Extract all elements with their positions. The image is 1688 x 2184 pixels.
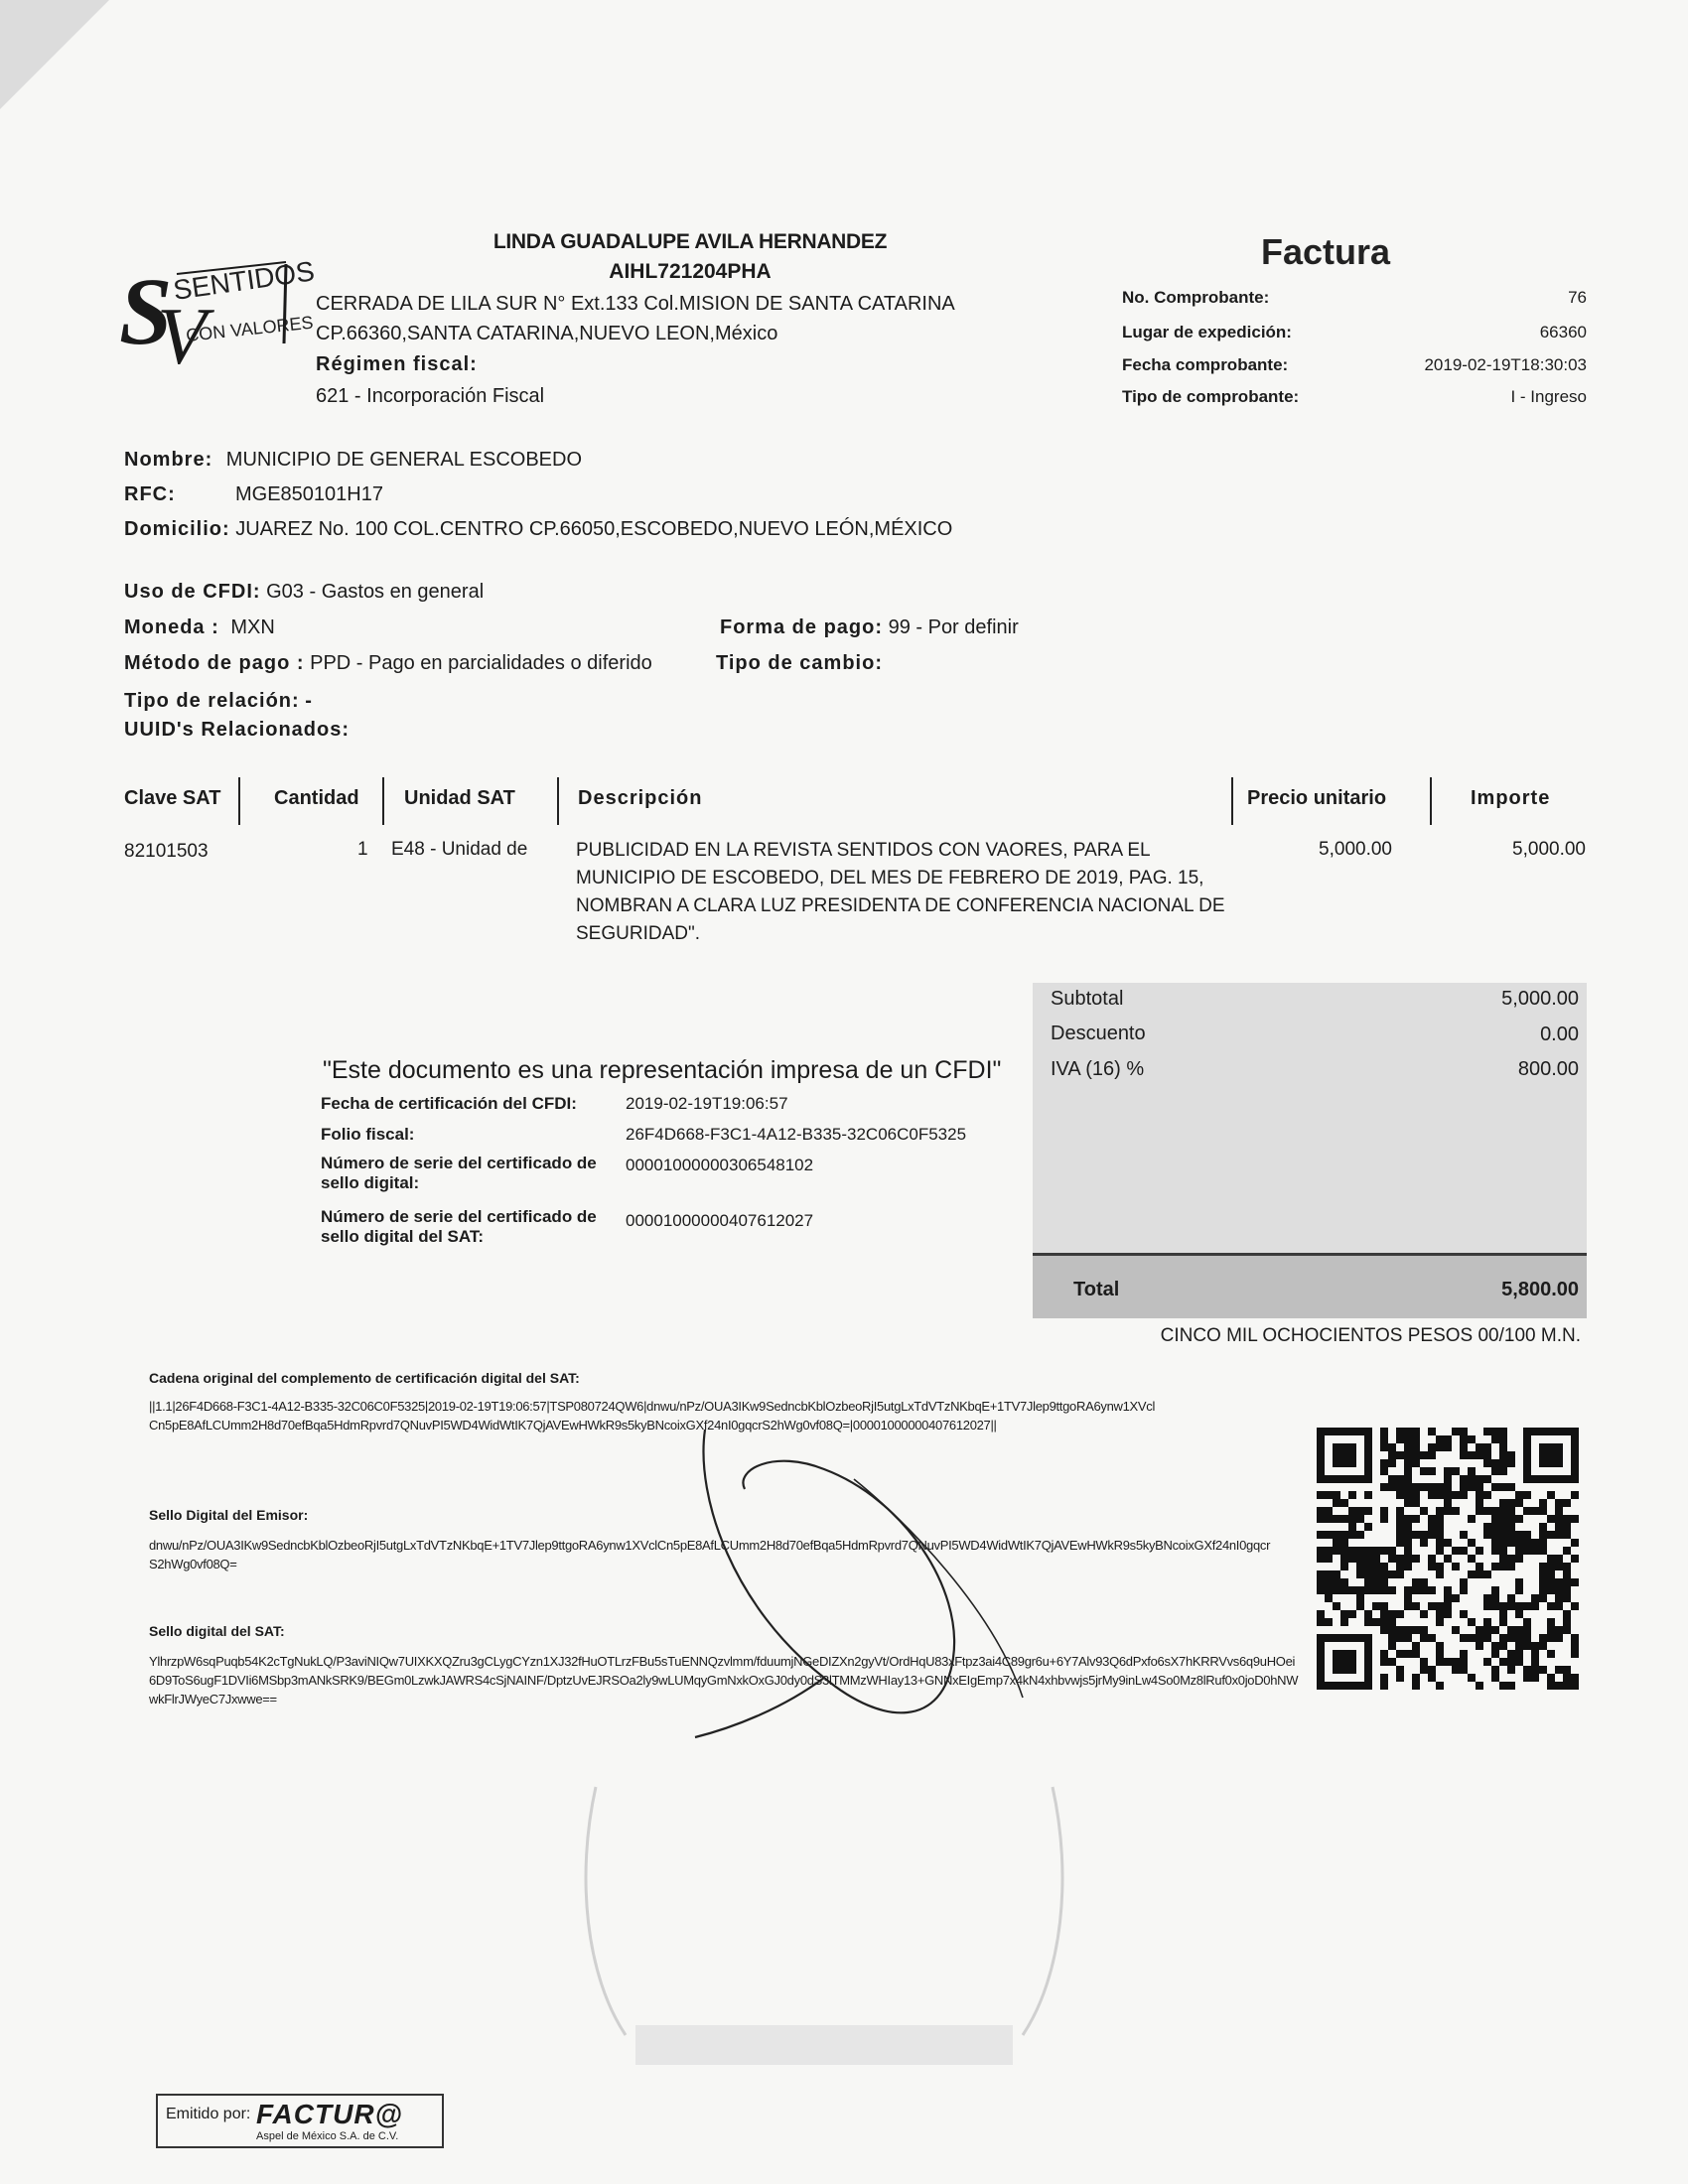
- table-divider: [1430, 777, 1432, 825]
- subtotal-label: Subtotal: [1051, 988, 1124, 1010]
- row-importe: 5,000.00: [1512, 839, 1586, 860]
- domicilio-label: Domicilio:: [124, 518, 230, 540]
- folio-value: 26F4D668-F3C1-4A12-B335-32C06C0F5325: [626, 1125, 967, 1144]
- th-clave: Clave SAT: [124, 787, 221, 809]
- uuid-label: UUID's Relacionados:: [124, 719, 351, 741]
- uso-label: Uso de CFDI:: [124, 581, 261, 603]
- table-divider: [238, 777, 240, 825]
- th-precio: Precio unitario: [1247, 787, 1387, 809]
- facturae-logo: FACTUR@: [256, 2099, 403, 2129]
- comprobante-label: No. Comprobante:: [1122, 288, 1270, 307]
- regimen-label: Régimen fiscal:: [316, 353, 478, 375]
- qr-code: [1317, 1428, 1579, 1690]
- th-unidad: Unidad SAT: [404, 787, 515, 809]
- folio-label: Folio fiscal:: [321, 1125, 415, 1144]
- serie-label: Número de serie del certificado de sello digital:: [321, 1154, 597, 1192]
- fecha-label: Fecha comprobante:: [1122, 355, 1289, 374]
- iva-label: IVA (16) %: [1051, 1058, 1145, 1080]
- nombre-label: Nombre:: [124, 449, 213, 471]
- svg-text:S: S: [119, 258, 173, 364]
- domicilio-value: JUAREZ No. 100 COL.CENTRO CP.66050,ESCOBEDO,NUEVO LEÓN,MÉXICO: [235, 518, 953, 540]
- total-value: 5,800.00: [1501, 1279, 1579, 1300]
- descuento-label: Descuento: [1051, 1023, 1146, 1044]
- cambio-label: Tipo de cambio:: [716, 652, 883, 674]
- regimen-value: 621 - Incorporación Fiscal: [316, 385, 545, 407]
- svg-text:CON VALORES: CON VALORES: [185, 312, 315, 345]
- row-clave: 82101503: [124, 841, 209, 862]
- moneda-label: Moneda :: [124, 616, 219, 638]
- row-cantidad: 1: [357, 839, 368, 860]
- relacion-label: Tipo de relación:: [124, 690, 300, 712]
- issuer-name: LINDA GUADALUPE AVILA HERNANDEZ: [492, 230, 888, 253]
- moneda-value: MXN: [230, 616, 275, 638]
- serie-sat-value: 00001000000407612027: [626, 1211, 814, 1230]
- iva-value: 800.00: [1517, 1058, 1579, 1080]
- row-descripcion: PUBLICIDAD EN LA REVISTA SENTIDOS CON VAORES, PARA EL MUNICIPIO DE ESCOBEDO, DEL MES DE FEBRERO DE 2019, PAG. 15, NOMBRAN A CLARA LUZ PRESIDENTA DE CONFERENCIA NACIONAL DE SEGURIDAD".: [576, 840, 1225, 944]
- th-importe: Importe: [1471, 787, 1551, 809]
- emitido-label: Emitido por:: [166, 2106, 251, 2122]
- issuer-address-line2: CP.66360,SANTA CATARINA,NUEVO LEON,México: [316, 323, 778, 344]
- tipo-label: Tipo de comprobante:: [1122, 387, 1300, 406]
- aspel-company: Aspel de México S.A. de C.V.: [256, 2130, 399, 2142]
- row-unidad: E48 - Unidad de: [391, 839, 528, 860]
- forma-pago: [720, 616, 1019, 639]
- svg-text:V: V: [157, 291, 208, 381]
- lugar-value: 66360: [1539, 323, 1587, 341]
- invoice-title: Factura: [1261, 231, 1391, 272]
- issuer-address-line1: CERRADA DE LILA SUR N° Ext.133 Col.MISION DE SANTA CATARINA: [316, 293, 955, 315]
- cert-fecha-label: Fecha de certificación del CFDI:: [321, 1094, 577, 1113]
- total-divider: [1033, 1253, 1587, 1256]
- th-cantidad: Cantidad: [274, 787, 359, 809]
- scan-corner-shadow: [0, 0, 109, 109]
- moneda: [124, 616, 275, 639]
- sello-sat-value: YlhrzpW6sqPuqb54K2cTgNukLQ/P3aviNIQw7UIXKXQZru3gCLygCYzn1XJ32fHuOTLrzFBu5sTuENNQzvlmm/fduumjNGeDIZXn2gyVt/OrdHqU83xFtpz3ai4C89gr6u+6Y7Alv93Q6dPxfo6sX7hKRRVvs6q9uHOei6D9ToS6ugF1DVIi6MSbp3mANkSRK9/BEGm0LzwkJAWRS4cSjNAINF/DptzUvEJRSOa2ly9wLUMqyGmNxkOxGJ0dy0dS3lTMMzWHIay13+GNNxEIgEmp7x4kN4xhbvwjs5jrMy9inLw4So0Mz8lRuf0x0joD0hNWwkFlrJWyeC7Jxwwe==: [149, 1654, 1299, 1706]
- tipo-cambio: [716, 652, 883, 675]
- sello-sat-label: Sello digital del SAT:: [149, 1623, 285, 1639]
- sello-emisor-label: Sello Digital del Emisor:: [149, 1507, 309, 1523]
- cadena-label: Cadena original del complemento de certificación digital del SAT:: [149, 1370, 580, 1386]
- serie-sat-label: Número de serie del certificado de sello digital del SAT:: [321, 1207, 597, 1246]
- serie-value: 00001000000306548102: [626, 1156, 814, 1174]
- cfdi-representation-note: "Este documento es una representación impresa de un CFDI": [323, 1056, 1002, 1084]
- rfc-value: MGE850101H17: [235, 483, 383, 505]
- issuer-rfc: AIHL721204PHA: [609, 260, 772, 283]
- tipo-relacion: [124, 690, 313, 713]
- uuid-relacionados: [124, 719, 350, 742]
- row-precio: 5,000.00: [1319, 839, 1392, 860]
- forma-value: 99 - Por definir: [888, 616, 1019, 638]
- total-label: Total: [1073, 1279, 1120, 1300]
- uso-cfdi: [124, 581, 484, 604]
- metodo-value: PPD - Pago en parcialidades o diferido: [310, 652, 652, 674]
- metodo-pago: [124, 652, 652, 675]
- cadena-value: ||1.1|26F4D668-F3C1-4A12-B335-32C06C0F5325|2019-02-19T19:06:57|TSP080724QW6|dnwu/nPz/OUA3IKw9SedncbKblOzbeoRjI5utgLxTdVTzNKbqE+1TV7Jlep9ttgoRA6ynw1XVclCn5pE8AfLCUmm2H8d70efBqa5HdmRpvrd7QNuvPI5WD4WidWtIK7QjAVEwHWkR9s5kyBNcoixGXf24nI0gqcrS2hWg0vf08Q=|00001000000407612027||: [149, 1399, 1156, 1433]
- nombre-value: MUNICIPIO DE GENERAL ESCOBEDO: [225, 449, 583, 471]
- sello-emisor-value: dnwu/nPz/OUA3IKw9SedncbKblOzbeoRjI5utgLxTdVTzNKbqE+1TV7Jlep9ttgoRA6ynw1XVclCn5pE8AfLCUmm2H8d70efBqa5HdmRpvrd7QNuvPI5WD4WidWtIK7QjAVEwHWkR9s5kyBNcoixGXf24nI0gqcrS2hWg0vf08Q=: [149, 1538, 1271, 1571]
- th-descripcion: Descripción: [578, 787, 703, 809]
- fecha-value: 2019-02-19T18:30:03: [1424, 355, 1587, 374]
- faded-official-stamp: [556, 1777, 1092, 2095]
- forma-label: Forma de pago:: [720, 616, 884, 638]
- receiver-nombre: [124, 449, 582, 472]
- subtotal-value: 5,000.00: [1501, 988, 1579, 1010]
- descuento-value: 0.00: [1540, 1024, 1579, 1045]
- tipo-value: I - Ingreso: [1510, 387, 1587, 406]
- svg-text:SENTIDOS: SENTIDOS: [171, 255, 317, 306]
- table-divider: [1231, 777, 1233, 825]
- table-divider: [382, 777, 384, 825]
- comprobante-value: 76: [1568, 288, 1587, 307]
- table-divider: [557, 777, 559, 825]
- cert-fecha-value: 2019-02-19T19:06:57: [626, 1094, 788, 1113]
- receiver-rfc: [124, 483, 383, 506]
- lugar-label: Lugar de expedición:: [1122, 323, 1292, 341]
- metodo-label: Método de pago :: [124, 652, 305, 674]
- sentidos-con-valores-logo: [117, 244, 317, 381]
- receiver-domicilio: [124, 518, 952, 541]
- amount-in-words: CINCO MIL OCHOCIENTOS PESOS 00/100 M.N.: [1160, 1325, 1581, 1346]
- rfc-label: RFC:: [124, 483, 176, 505]
- relacion-value: -: [305, 690, 313, 712]
- uso-value: G03 - Gastos en general: [266, 581, 485, 603]
- handwritten-signature: [675, 1410, 1033, 1747]
